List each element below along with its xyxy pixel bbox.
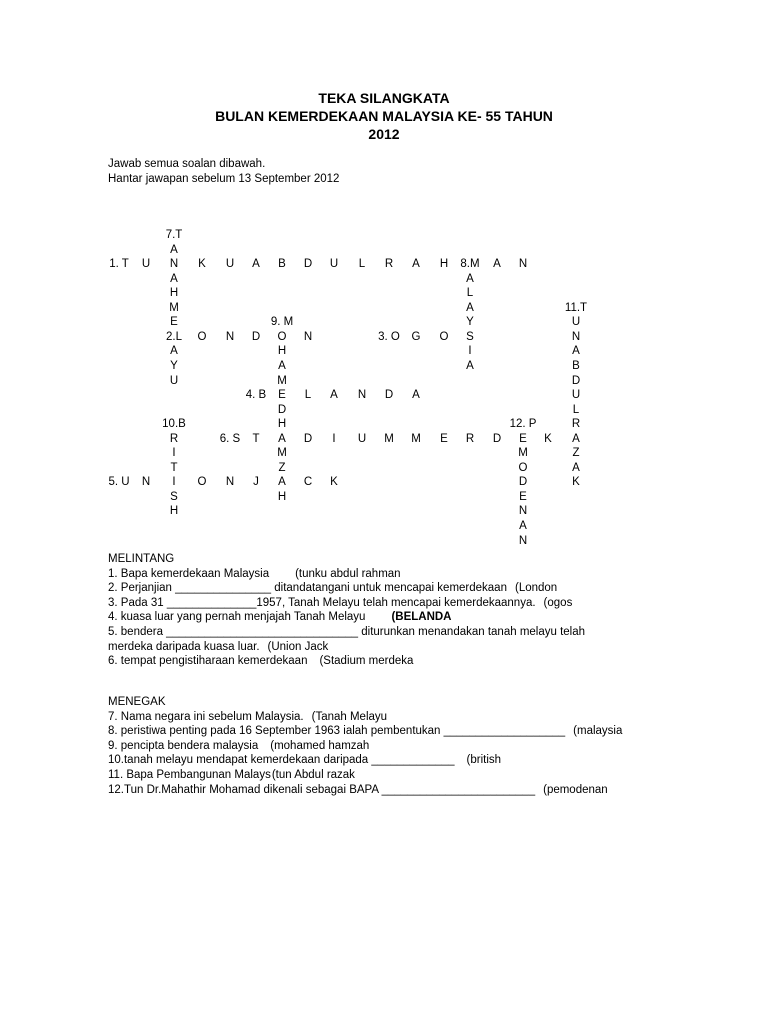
question-text: 4. kuasa luar yang pernah menjajah Tanah Melayu xyxy=(108,611,366,624)
crossword-cell: R xyxy=(465,432,475,445)
crossword-cell: S xyxy=(466,330,474,343)
crossword-cell: A xyxy=(330,389,338,402)
crossword-cell: D xyxy=(492,432,502,445)
question-text: 11. Bapa Pembangunan Malays xyxy=(108,768,271,781)
crossword-cell: U xyxy=(141,258,151,271)
crossword-cell: N xyxy=(571,330,581,343)
melintang-section xyxy=(108,552,628,669)
menegak-section xyxy=(108,695,628,797)
crossword-cell: D xyxy=(303,258,313,271)
question-text: 12.Tun Dr.Mahathir Mohamad dikenali sebagai BAPA ________________________ xyxy=(108,783,536,796)
crossword-cell: M xyxy=(169,301,179,314)
question-text: 9. pencipta bendera malaysia xyxy=(108,739,259,752)
crossword-cell: M xyxy=(277,447,287,460)
crossword-cell: K xyxy=(572,476,580,489)
question-item xyxy=(108,596,628,611)
crossword-cell: T xyxy=(252,432,260,445)
crossword-cell: A xyxy=(412,389,420,402)
crossword-cell: A xyxy=(412,258,420,271)
crossword-cell: O xyxy=(197,476,207,489)
crossword-cell: A xyxy=(278,476,286,489)
crossword-cell: B xyxy=(572,359,580,372)
crossword-cell: 3. O xyxy=(378,330,400,343)
crossword-cell: U xyxy=(357,432,367,445)
crossword-cell: D xyxy=(571,374,581,387)
answer-text: (british xyxy=(466,754,502,767)
crossword-cell: I xyxy=(468,345,472,358)
crossword-cell: K xyxy=(198,258,206,271)
crossword-cell: R xyxy=(384,258,394,271)
crossword-cell: K xyxy=(544,432,552,445)
crossword-cell: O xyxy=(277,330,287,343)
question-item xyxy=(108,625,628,640)
crossword-cell: R xyxy=(169,432,179,445)
crossword-cell: A xyxy=(519,520,527,532)
crossword-cell: E xyxy=(170,316,178,329)
answer-text: (tunku abdul rahman xyxy=(295,567,401,580)
crossword-cell: L xyxy=(466,287,474,300)
question-item xyxy=(108,783,628,798)
question-text: 8. peristiwa penting pada 16 September 1963 ialah pembentukan ___________________ xyxy=(108,725,566,738)
crossword-cell: L xyxy=(358,258,366,271)
crossword-cell: D xyxy=(303,432,313,445)
crossword-cell: U xyxy=(169,374,179,387)
crossword-cell: E xyxy=(440,432,448,445)
crossword-cell: 1. T xyxy=(109,258,129,271)
crossword-cell: G xyxy=(411,330,421,343)
crossword-cell: U xyxy=(225,258,235,271)
crossword-cell: D xyxy=(384,389,394,402)
crossword-cell: N xyxy=(357,389,367,402)
crossword-cell: L xyxy=(572,403,580,416)
crossword-cell: Y xyxy=(170,359,178,372)
crossword-cell: A xyxy=(572,345,580,358)
crossword-cell: U xyxy=(571,316,581,329)
question-item xyxy=(108,739,628,754)
question-item xyxy=(108,768,628,783)
crossword-cell: H xyxy=(277,490,287,503)
crossword-cell: I xyxy=(332,432,336,445)
question-text: 7. Nama negara ini sebelum Malaysia. xyxy=(108,710,304,723)
question-item xyxy=(108,640,628,655)
crossword-cell: N xyxy=(518,258,528,271)
crossword-cell: O xyxy=(197,330,207,343)
crossword-cell: N xyxy=(169,258,179,271)
crossword-cell: H xyxy=(169,287,179,300)
crossword-cell: M xyxy=(384,432,394,445)
crossword-cell: J xyxy=(253,476,259,489)
crossword-cell: A xyxy=(170,345,178,358)
crossword-cell: N xyxy=(303,330,313,343)
crossword-cell: A xyxy=(278,432,286,445)
crossword-cell: N xyxy=(141,476,151,489)
answer-text: (BELANDA xyxy=(391,611,452,624)
crossword-cell: 5. U xyxy=(108,476,130,489)
crossword-cell: B xyxy=(278,258,286,271)
crossword-cell: 9. M xyxy=(270,316,294,329)
question-text: 2. Perjanjian _______________ ditandatangani untuk mencapai kemerdekaan xyxy=(108,582,507,595)
crossword-cell: D xyxy=(251,330,261,343)
answer-text: (Stadium merdeka xyxy=(319,655,414,668)
crossword-cell: K xyxy=(330,476,338,489)
question-item xyxy=(108,710,628,725)
answer-text: (mohamed hamzah xyxy=(270,739,370,752)
question-item xyxy=(108,567,628,582)
answer-text: (Union Jack xyxy=(267,640,329,653)
crossword-cell: Z xyxy=(278,461,286,474)
question-text: 5. bendera ______________________________ diturunkan menandakan tanah melayu telah xyxy=(108,625,586,638)
question-text: 10.tanah melayu mendapat kemerdekaan daripada _____________ xyxy=(108,754,455,767)
answer-text: (malaysia xyxy=(573,725,623,738)
crossword-cell: A xyxy=(493,258,501,271)
crossword-cell: E xyxy=(519,490,527,503)
worksheet-year: 2012 xyxy=(368,126,400,142)
crossword-cell: H xyxy=(169,505,179,518)
crossword-cell: A xyxy=(466,359,474,372)
crossword-cell: T xyxy=(170,461,178,474)
worksheet-subtitle: BULAN KEMERDEKAAN MALAYSIA KE- 55 TAHUN xyxy=(215,108,553,124)
crossword-cell: R xyxy=(571,418,581,431)
crossword-cell: O xyxy=(439,330,449,343)
crossword-cell: A xyxy=(170,272,178,285)
question-text: 6. tempat pengistiharaan kemerdekaan xyxy=(108,655,308,668)
menegak-heading: MENEGAK xyxy=(108,696,166,708)
crossword-cell: L xyxy=(304,389,312,402)
crossword-cell: D xyxy=(277,403,287,416)
crossword-cell: H xyxy=(277,345,287,358)
question-text: merdeka daripada kuasa luar. xyxy=(108,640,260,653)
crossword-cell: A xyxy=(466,301,474,314)
crossword-cell: U xyxy=(571,389,581,402)
crossword-cell: M xyxy=(411,432,421,445)
crossword-cell: E xyxy=(278,389,286,402)
crossword-cell: Z xyxy=(572,447,580,460)
question-text: 1. Bapa kemerdekaan Malaysia xyxy=(108,567,270,580)
crossword-cell: 6. S xyxy=(219,432,241,445)
answer-text: (ogos xyxy=(543,596,573,609)
crossword-cell: H xyxy=(277,418,287,431)
question-item xyxy=(108,753,628,768)
crossword-cell: S xyxy=(170,490,178,503)
crossword-cell: A xyxy=(572,461,580,474)
crossword-cell: 7.T xyxy=(165,229,183,241)
answer-text: (tun Abdul razak xyxy=(271,768,355,781)
question-item xyxy=(108,610,628,625)
crossword-cell: 4. B xyxy=(245,389,267,402)
crossword-cell: 8.M xyxy=(460,258,480,271)
instruction-answer-all: Jawab semua soalan dibawah. xyxy=(108,158,266,170)
answer-text: (London xyxy=(514,582,558,595)
crossword-cell: A xyxy=(252,258,260,271)
crossword-cell: A xyxy=(170,243,178,256)
crossword-cell: N xyxy=(225,330,235,343)
answer-text: (pemodenan xyxy=(543,783,608,796)
crossword-cell: N xyxy=(518,505,528,518)
worksheet-title: TEKA SILANGKATA xyxy=(318,90,450,106)
crossword-cell: 12. P xyxy=(509,418,537,431)
crossword-cell: O xyxy=(518,461,528,474)
crossword-cell: N xyxy=(225,476,235,489)
crossword-cell: A xyxy=(466,272,474,285)
crossword-cell: 11.T xyxy=(564,301,588,314)
crossword-cell: U xyxy=(329,258,339,271)
crossword-cell: D xyxy=(518,476,528,489)
question-item xyxy=(108,581,628,596)
crossword-cell: I xyxy=(172,447,176,460)
crossword-cell: A xyxy=(278,359,286,372)
crossword-cell: A xyxy=(572,432,580,445)
crossword-cell: C xyxy=(303,476,313,489)
crossword-cell: E xyxy=(519,432,527,445)
crossword-cell: I xyxy=(172,476,176,489)
crossword-cell: 10.B xyxy=(162,418,186,431)
question-text: 3. Pada 31 ______________1957, Tanah Melayu telah mencapai kemerdekaannya. xyxy=(108,596,536,609)
crossword-cell: H xyxy=(439,258,449,271)
crossword-cell: M xyxy=(518,447,528,460)
question-item xyxy=(108,724,628,739)
crossword-cell: N xyxy=(518,534,528,547)
melintang-heading: MELINTANG xyxy=(108,553,175,565)
question-item xyxy=(108,654,628,669)
crossword-cell: Y xyxy=(466,316,474,329)
crossword-cell: 2.L xyxy=(166,330,182,343)
crossword-cell: M xyxy=(277,374,287,387)
instruction-deadline: Hantar jawapan sebelum 13 September 2012 xyxy=(108,173,340,185)
answer-text: (Tanah Melayu xyxy=(311,710,388,723)
